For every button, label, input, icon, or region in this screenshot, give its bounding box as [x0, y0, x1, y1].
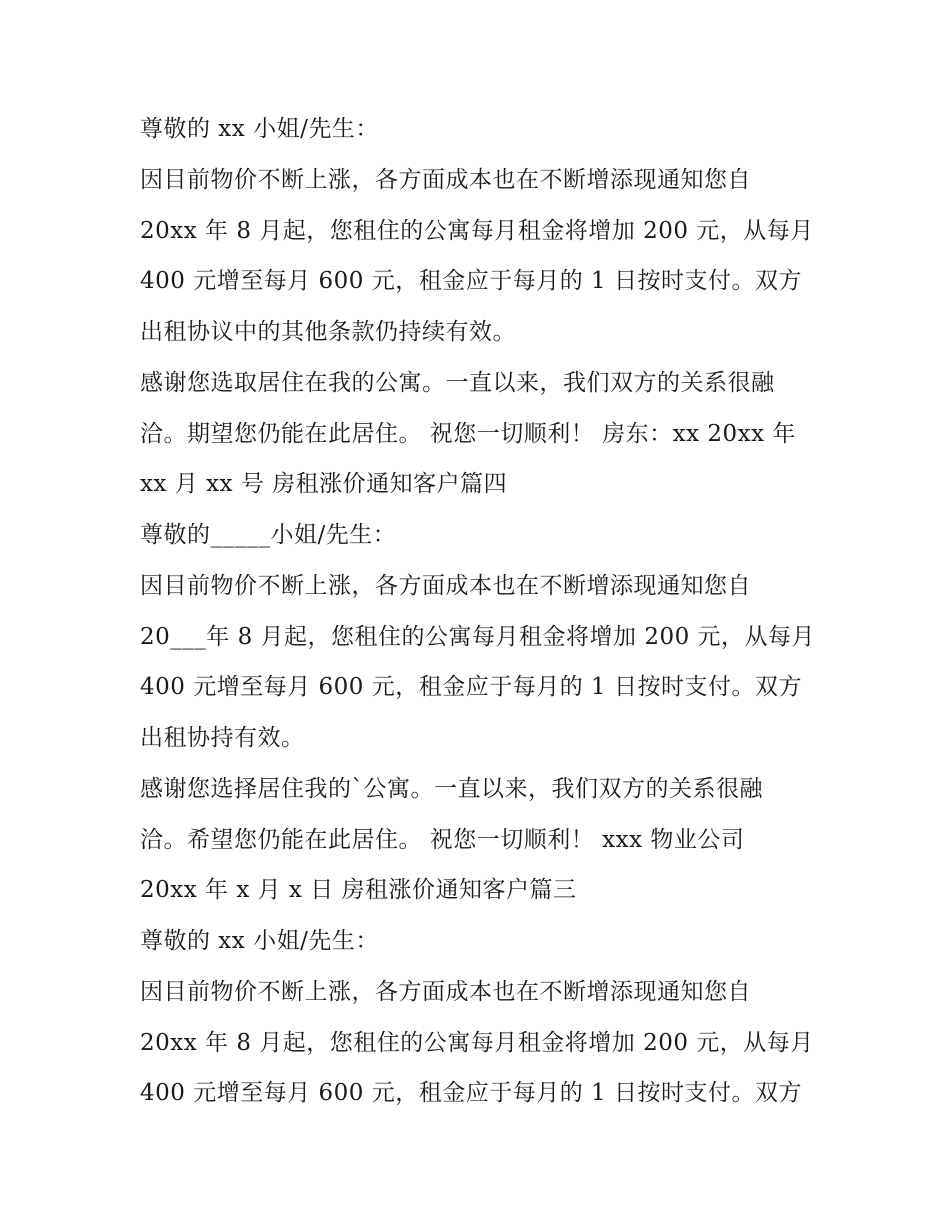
- salutation-line: 尊敬的_____小姐/先生：: [140, 522, 397, 548]
- salutation-line: 尊敬的 xx 小姐/先生：: [140, 928, 379, 954]
- section-heading-line: 20xx 年 x 月 x 日 房租涨价通知客户篇三: [140, 877, 577, 904]
- document-body: [140, 104, 820, 1119]
- section-heading-line: xx 月 xx 号 房租涨价通知客户篇四: [140, 471, 508, 498]
- text-line: 因目前物价不断上涨，各方面成本也在不断增添现通知您自: [140, 572, 751, 599]
- text-line: 400 元增至每月 600 元，租金应于每月的 1 日按时支付。双方: [140, 1080, 802, 1107]
- text-line: 出租协议中的其他条款仍持续有效。: [140, 319, 516, 345]
- text-line: 400 元增至每月 600 元，租金应于每月的 1 日按时支付。双方: [140, 268, 802, 295]
- text-line: 因目前物价不断上涨，各方面成本也在不断增添现通知您自: [140, 978, 751, 1005]
- text-line: 400 元增至每月 600 元，租金应于每月的 1 日按时支付。双方: [140, 674, 802, 701]
- text-line: 20xx 年 8 月起，您租住的公寓每月租金将增加 200 元，从每月: [140, 1029, 814, 1056]
- text-line: 出租协持有效。: [140, 725, 305, 751]
- text-line: 因目前物价不断上涨，各方面成本也在不断增添现通知您自: [140, 166, 751, 193]
- text-line: 感谢您选取居住在我的公寓。一直以来，我们双方的关系很融: [140, 369, 775, 396]
- text-line: 20xx 年 8 月起，您租住的公寓每月租金将增加 200 元，从每月: [140, 217, 814, 244]
- salutation-line: 尊敬的 xx 小姐/先生：: [140, 116, 379, 142]
- text-line: 感谢您选择居住我的`公寓。一直以来，我们双方的关系很融: [140, 775, 763, 802]
- text-line: 20___年 8 月起，您租住的公寓每月租金将增加 200 元，从每月: [140, 623, 816, 650]
- text-line: 洽。期望您仍能在此居住。 祝您一切顺利！ 房东：xx 20xx 年: [140, 420, 796, 447]
- text-line: 洽。希望您仍能在此居住。 祝您一切顺利！ xxx 物业公司: [140, 826, 745, 853]
